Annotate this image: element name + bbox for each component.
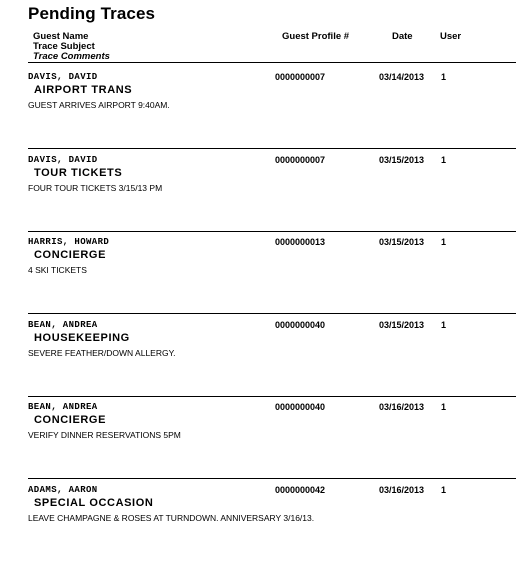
guest-name: DAVIS, DAVID: [28, 155, 98, 165]
trace-user: 1: [441, 155, 447, 165]
trace-date: 03/15/2013: [379, 155, 425, 165]
trace-date: 03/16/2013: [379, 485, 425, 495]
trace-subject: CONCIERGE: [34, 249, 107, 261]
guest-profile-number: 0000000007: [275, 72, 326, 82]
entry-divider: [28, 148, 516, 149]
trace-user: 1: [441, 320, 447, 330]
guest-profile-number: 0000000042: [275, 485, 326, 495]
guest-profile-number: 0000000040: [275, 402, 326, 412]
entry-divider: [28, 396, 516, 397]
header-user: User: [440, 31, 462, 42]
trace-comment: LEAVE CHAMPAGNE & ROSES AT TURNDOWN. ANNIVERSARY 3/16/13.: [28, 513, 315, 523]
guest-name: BEAN, ANDREA: [28, 320, 98, 330]
trace-date: 03/15/2013: [379, 320, 425, 330]
trace-user: 1: [441, 237, 447, 247]
trace-comment: VERIFY DINNER RESERVATIONS 5PM: [28, 430, 181, 440]
trace-entry: [0, 155, 523, 237]
header-guest-name: Guest Name: [33, 31, 89, 42]
trace-subject: CONCIERGE: [34, 414, 107, 426]
guest-name: ADAMS, AARON: [28, 485, 98, 495]
trace-comment: FOUR TOUR TICKETS 3/15/13 PM: [28, 183, 163, 193]
trace-date: 03/15/2013: [379, 237, 425, 247]
guest-name: DAVIS, DAVID: [28, 72, 98, 82]
guest-profile-number: 0000000007: [275, 155, 326, 165]
header-divider: [28, 62, 516, 63]
trace-date: 03/14/2013: [379, 72, 425, 82]
entry-divider: [28, 231, 516, 232]
trace-comment: GUEST ARRIVES AIRPORT 9:40AM.: [28, 100, 170, 110]
guest-profile-number: 0000000013: [275, 237, 326, 247]
trace-comment: 4 SKI TICKETS: [28, 265, 87, 275]
trace-subject: SPECIAL OCCASION: [34, 497, 154, 509]
guest-profile-number: 0000000040: [275, 320, 326, 330]
guest-name: HARRIS, HOWARD: [28, 237, 110, 247]
entry-divider: [28, 313, 516, 314]
report-title: Pending Traces: [28, 4, 156, 23]
trace-entry: [0, 72, 523, 154]
trace-subject: AIRPORT TRANS: [34, 84, 133, 96]
trace-entry: [0, 320, 523, 402]
guest-name: BEAN, ANDREA: [28, 402, 98, 412]
trace-user: 1: [441, 72, 447, 82]
trace-entry: [0, 237, 523, 319]
trace-entry: [0, 485, 523, 567]
trace-user: 1: [441, 485, 447, 495]
trace-subject: HOUSEKEEPING: [34, 332, 130, 344]
header-trace-comments: Trace Comments: [33, 51, 110, 62]
trace-subject: TOUR TICKETS: [34, 167, 123, 179]
trace-comment: SEVERE FEATHER/DOWN ALLERGY.: [28, 348, 176, 358]
header-trace-subject: Trace Subject: [33, 41, 95, 52]
header-date: Date: [392, 31, 413, 42]
entry-divider: [28, 478, 516, 479]
header-guest-profile: Guest Profile #: [282, 31, 350, 42]
trace-date: 03/16/2013: [379, 402, 425, 412]
trace-user: 1: [441, 402, 447, 412]
trace-entry: [0, 402, 523, 484]
